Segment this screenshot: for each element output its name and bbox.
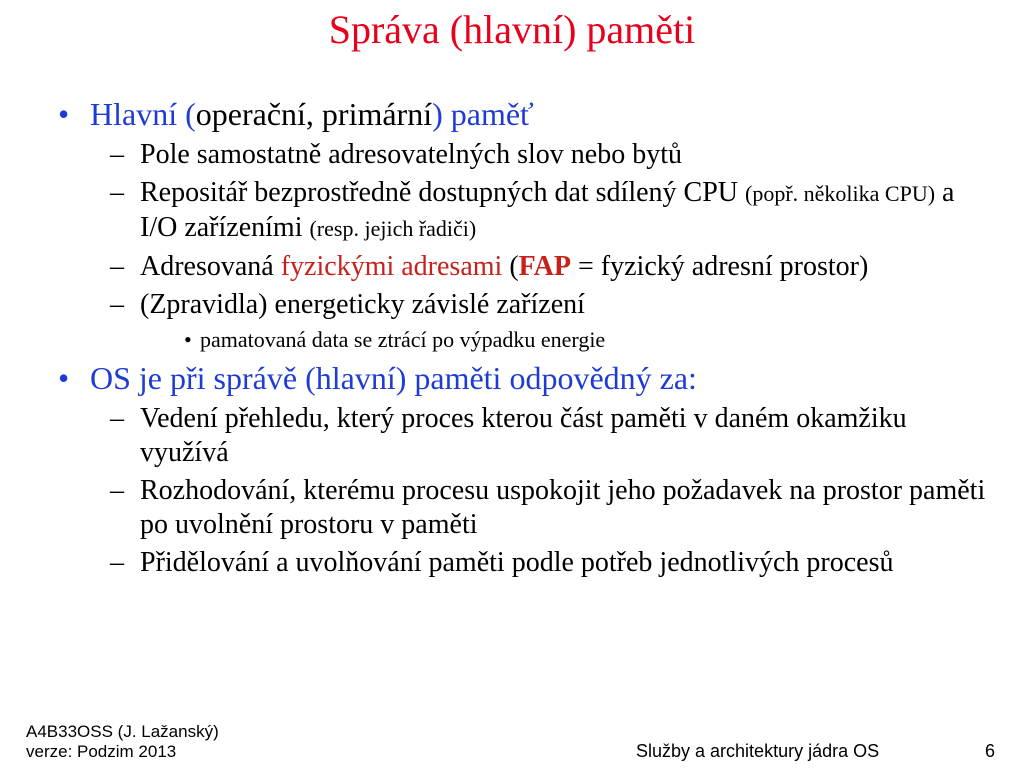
sub-bullet-addressed xyxy=(58,250,998,284)
addressed-text: Adresovaná xyxy=(140,251,281,282)
dash-icon: – xyxy=(110,475,124,506)
addressed-paren: ( xyxy=(502,251,519,282)
os-responsibility-text: OS je při správě (hlavní) paměti odpovědný za: xyxy=(90,360,697,396)
slide-title: Správa (hlavní) paměti xyxy=(328,7,696,52)
bullet-dot-icon: • xyxy=(184,327,192,352)
data-lost-text: pamatovaná data se ztrácí po výpadku energie xyxy=(200,327,606,352)
sub-bullet-text: Pole samostatně adresovatelných slov nebo bytů xyxy=(140,139,682,170)
sub-bullet-array xyxy=(58,138,998,172)
dash-icon: – xyxy=(110,547,124,578)
main-memory-paren-close: ) xyxy=(432,96,443,132)
repository-io: a I/O zařízeními xyxy=(140,177,955,243)
slide-content xyxy=(58,96,998,584)
main-memory-aliases: operační, primární xyxy=(195,96,433,132)
repository-text: Repositář bezprostředně dostupných dat sdílený CPU xyxy=(140,177,746,208)
fap-definition: = fyzický adresní prostor) xyxy=(571,251,869,282)
sub-bullet-deciding xyxy=(58,474,998,542)
bullet-main-memory xyxy=(58,96,998,132)
footer-topic: Služby a architektury jádra OS xyxy=(636,741,880,761)
bullet-os-responsibility xyxy=(58,360,998,396)
allocating-text: Přidělování a uvolňování paměti podle potřeb jednotlivých procesů xyxy=(140,547,894,578)
physical-addresses-term: fyzickými adresami xyxy=(280,251,503,282)
fap-term: FAP xyxy=(518,251,572,282)
dash-icon: – xyxy=(110,177,124,208)
deciding-text: Rozhodování, kterému procesu uspokojit jeho požadavek na prostor paměti po uvolnění prostoru v paměti xyxy=(140,475,986,540)
main-memory-word: paměť xyxy=(442,96,534,132)
sub-bullet-tracking xyxy=(58,402,998,470)
page-number: 6 xyxy=(985,741,996,761)
sub-bullet-repository xyxy=(58,176,998,246)
footer-course-info xyxy=(26,722,219,762)
tracking-text: Vedení přehledu, který proces kterou část paměti v daném okamžiku využívá xyxy=(140,403,907,468)
footer-course: A4B33OSS (J. Lažanský) xyxy=(26,722,219,741)
bullet-dot-icon: • xyxy=(58,360,70,396)
repository-note-controllers: (resp. jejich řadiči) xyxy=(309,216,477,241)
volatile-text: (Zpravidla) energeticky závislé zařízení xyxy=(140,289,585,320)
dash-icon: – xyxy=(110,403,124,434)
repository-note-cpu: (popř. několika CPU) xyxy=(745,181,936,206)
dash-icon: – xyxy=(110,139,124,170)
bullet-dot-icon: • xyxy=(58,96,70,132)
sub-sub-bullet-data-lost xyxy=(58,326,998,354)
sub-bullet-volatile xyxy=(58,288,998,322)
dash-icon: – xyxy=(110,289,124,320)
sub-bullet-allocating xyxy=(58,546,998,580)
dash-icon: – xyxy=(110,251,124,282)
main-memory-label: Hlavní ( xyxy=(90,96,196,132)
footer-version: verze: Podzim 2013 xyxy=(26,742,177,761)
